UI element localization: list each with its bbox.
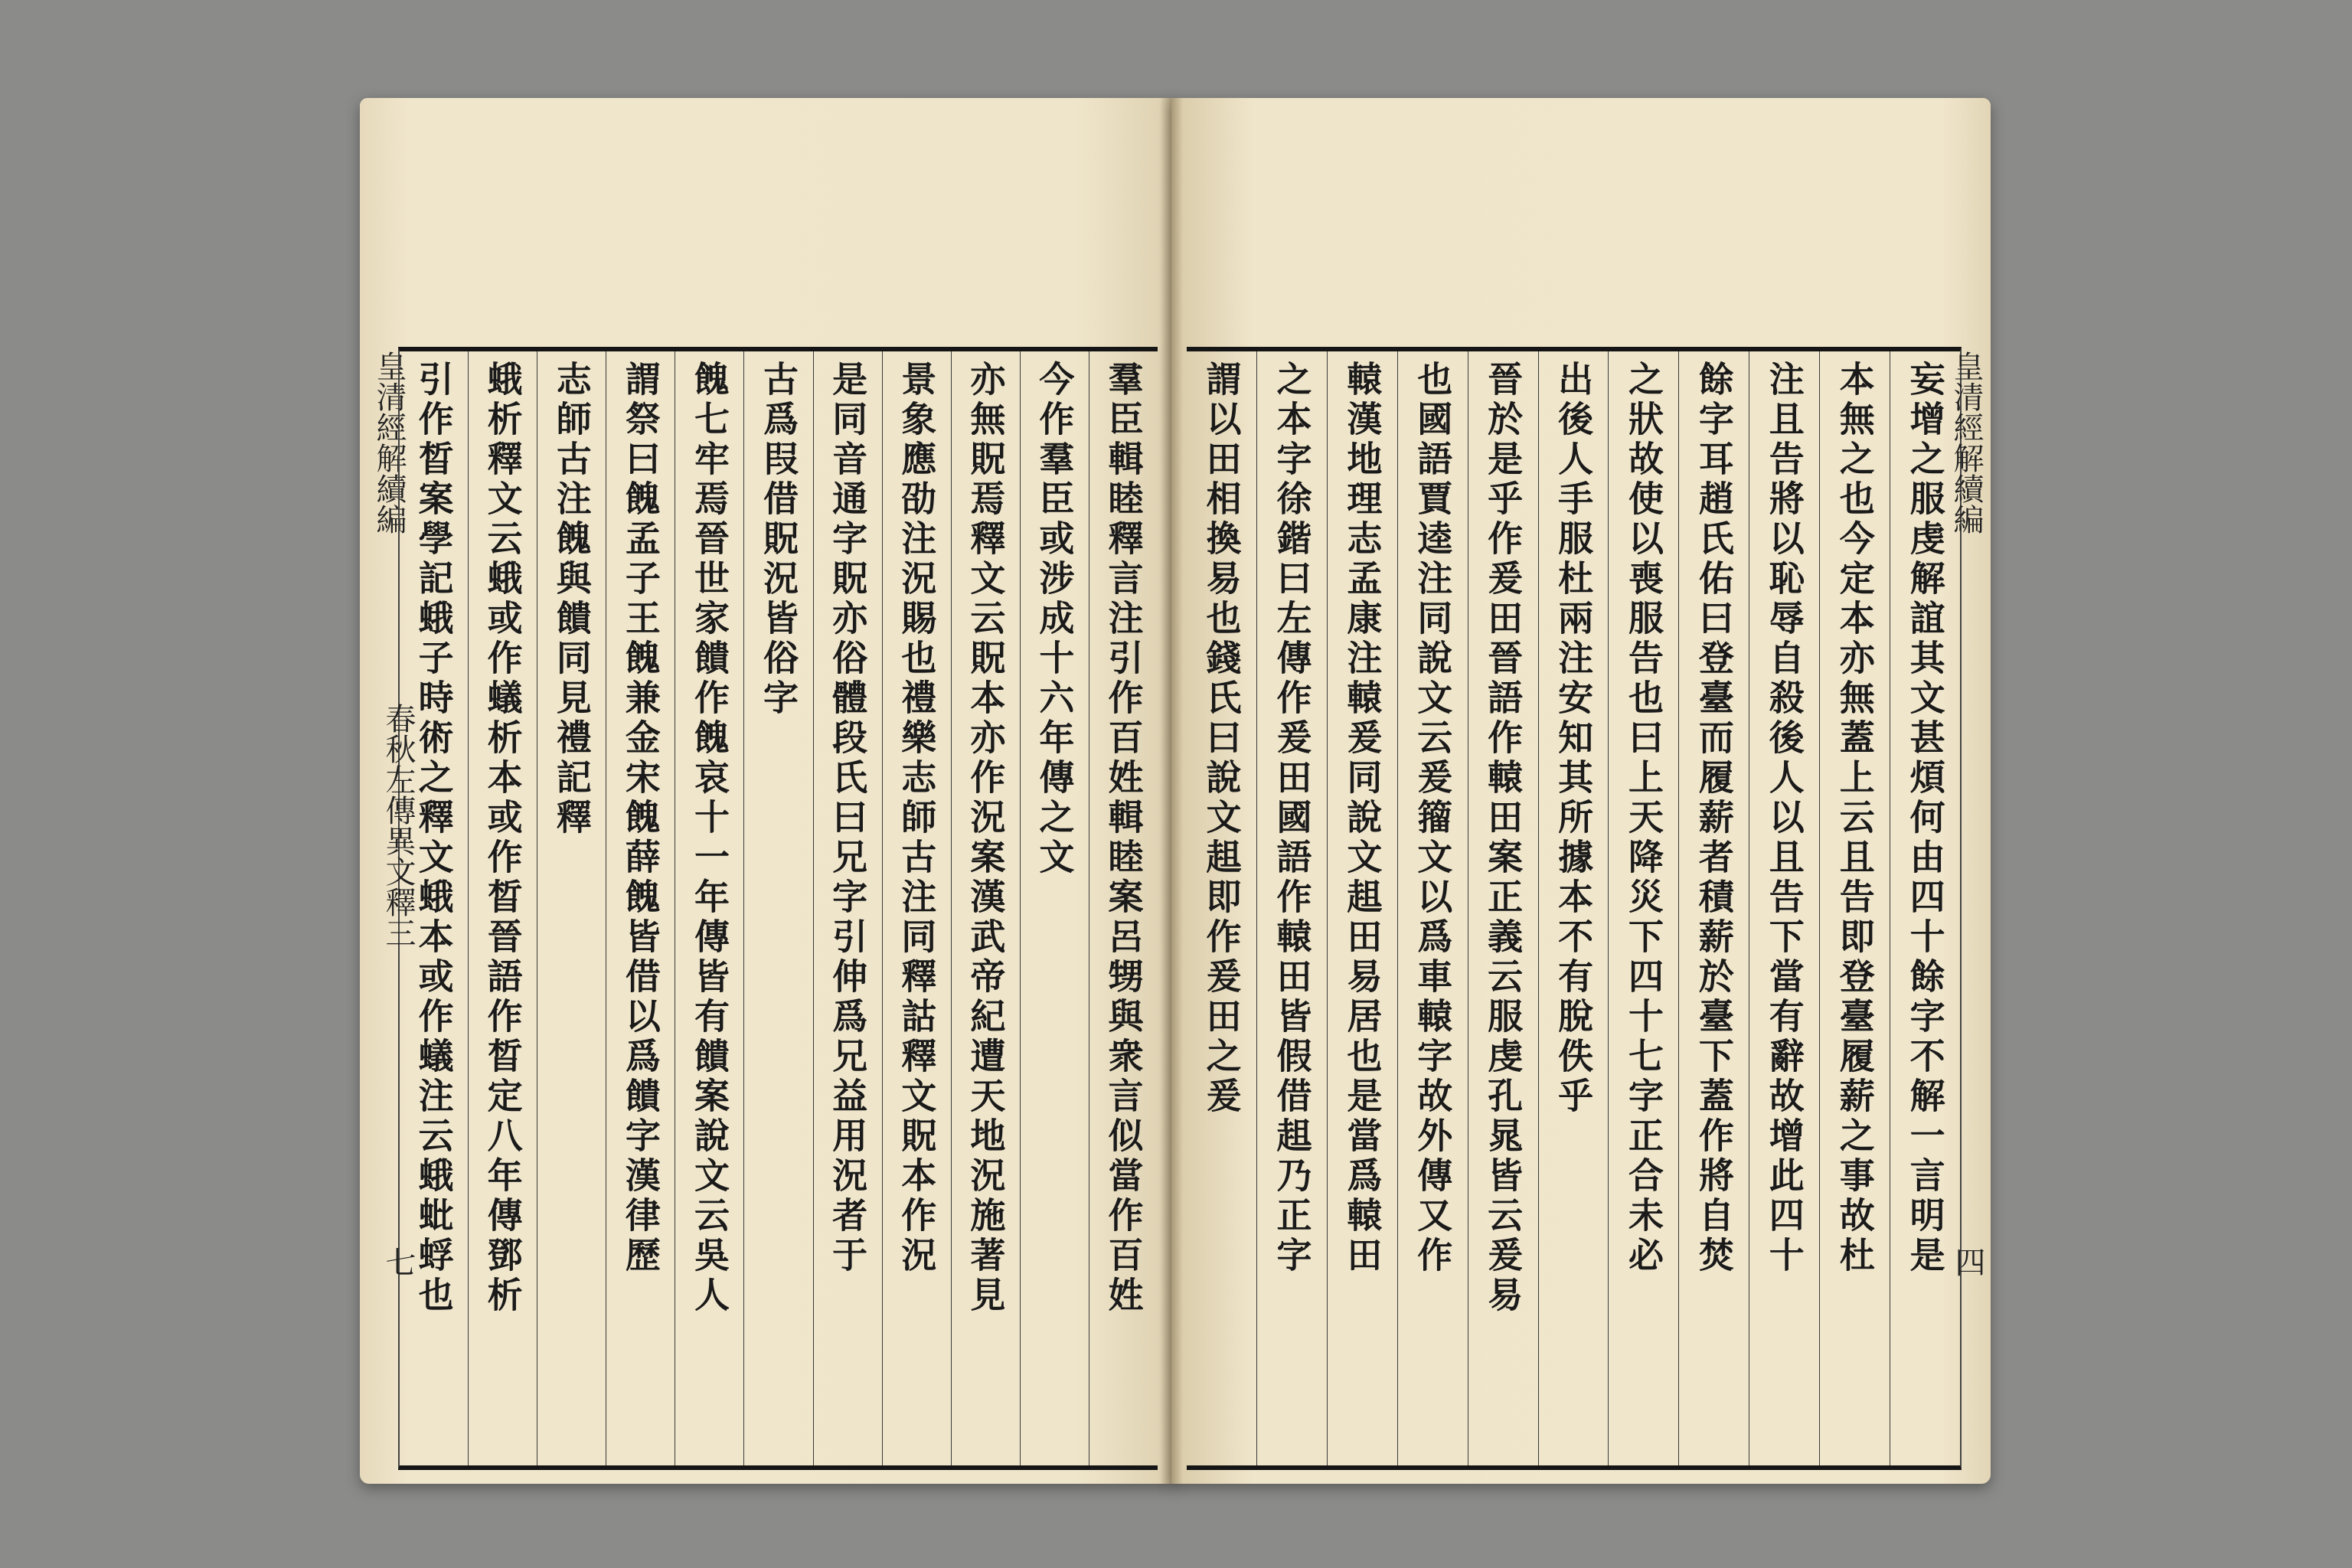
right-text-frame xyxy=(1187,347,1962,1470)
text-column xyxy=(813,351,882,1465)
column-text: 妄增之服虔解誼其文甚煩何由四十餘字不解一言明是 xyxy=(1904,361,1946,1276)
text-column xyxy=(1678,351,1749,1465)
column-text: 羣臣輯睦釋言注引作百姓輯睦案呂甥與衆言似當作百姓 xyxy=(1102,361,1145,1316)
text-column xyxy=(1468,351,1538,1465)
column-text: 出後人手服杜兩注安知其所據本不有脫佚乎 xyxy=(1553,361,1595,1117)
right-page xyxy=(1171,98,1991,1484)
column-text: 是同音通字貺亦俗體段氏曰兄字引伸爲兄益用況者于 xyxy=(827,361,869,1276)
column-text: 餘字耳趙氏佑曰登臺而履薪者積薪於臺下蓋作將自焚 xyxy=(1693,361,1735,1276)
column-text: 晉於是乎作爰田晉語作轅田案正義云服虔孔晁皆云爰易 xyxy=(1482,361,1524,1316)
text-column xyxy=(468,351,537,1465)
text-column xyxy=(1187,351,1256,1465)
text-column xyxy=(1397,351,1468,1465)
right-margin-title: 皇清經解續編 xyxy=(1949,351,1984,534)
text-column xyxy=(1608,351,1678,1465)
text-column xyxy=(675,351,743,1465)
text-column xyxy=(1020,351,1089,1465)
text-column xyxy=(1256,351,1327,1465)
left-margin-subtitle: 春秋左傳異文釋三 xyxy=(381,703,416,948)
left-folio: 七 xyxy=(381,1246,416,1277)
book-gutter xyxy=(1160,98,1183,1484)
column-text: 志師古注餽與饋同見禮記釋 xyxy=(550,361,593,838)
column-text: 注且告將以恥辱自殺後人以且告下當有辭故增此四十 xyxy=(1763,361,1805,1276)
column-text: 本無之也今定本亦無蓋上云且告即登臺履薪之事故杜 xyxy=(1834,361,1876,1276)
left-margin-title: 皇清經解續編 xyxy=(371,351,407,534)
column-text: 亦無貺焉釋文云貺本亦作況案漢武帝紀遭天地況施著見 xyxy=(965,361,1007,1316)
column-text: 景象應劭注況賜也禮樂志師古注同釋詁釋文貺本作況 xyxy=(896,361,938,1276)
column-text: 之本字徐鍇曰左傳作爰田國語作轅田皆假借趄乃正字 xyxy=(1271,361,1313,1276)
column-text: 引作晳案學記蛾子時術之釋文蛾本或作蟻注云蛾蚍蜉也 xyxy=(413,361,455,1316)
text-column xyxy=(606,351,675,1465)
column-text: 轅漢地理志孟康注轅爰同說文趄田易居也是當爲轅田 xyxy=(1341,361,1383,1276)
text-column xyxy=(1089,351,1158,1465)
text-column xyxy=(1819,351,1890,1465)
open-book xyxy=(360,98,1991,1484)
text-column xyxy=(743,351,812,1465)
column-text: 蛾析釋文云蛾或作蟻析本或作晳晉語作晳定八年傳鄧析 xyxy=(482,361,524,1316)
left-text-frame xyxy=(398,347,1158,1470)
column-text: 古爲叚借貺況皆俗字 xyxy=(758,361,800,719)
text-column xyxy=(1749,351,1819,1465)
text-column xyxy=(1327,351,1397,1465)
column-text: 也國語賈逵注同說文云爰籀文以爲車轅字故外傳又作 xyxy=(1412,361,1454,1276)
column-text: 謂以田相換易也錢氏曰說文趄即作爰田之爰 xyxy=(1200,361,1243,1117)
left-page xyxy=(360,98,1175,1484)
column-text: 謂祭曰餽孟子王餽兼金宋餽薛餽皆借以爲饋字漢律歷 xyxy=(619,361,662,1276)
text-column xyxy=(1538,351,1609,1465)
right-folio: 四 xyxy=(1950,1246,1985,1277)
text-column xyxy=(537,351,606,1465)
text-column xyxy=(951,351,1020,1465)
text-column xyxy=(882,351,951,1465)
column-text: 之狀故使以喪服告也曰上天降災下四十七字正合未必 xyxy=(1622,361,1664,1276)
column-text: 餽七牢焉晉世家饋作餽哀十一年傳皆有饋案說文云吳人 xyxy=(688,361,730,1316)
column-text: 今作羣臣或涉成十六年傳之文 xyxy=(1034,361,1076,878)
